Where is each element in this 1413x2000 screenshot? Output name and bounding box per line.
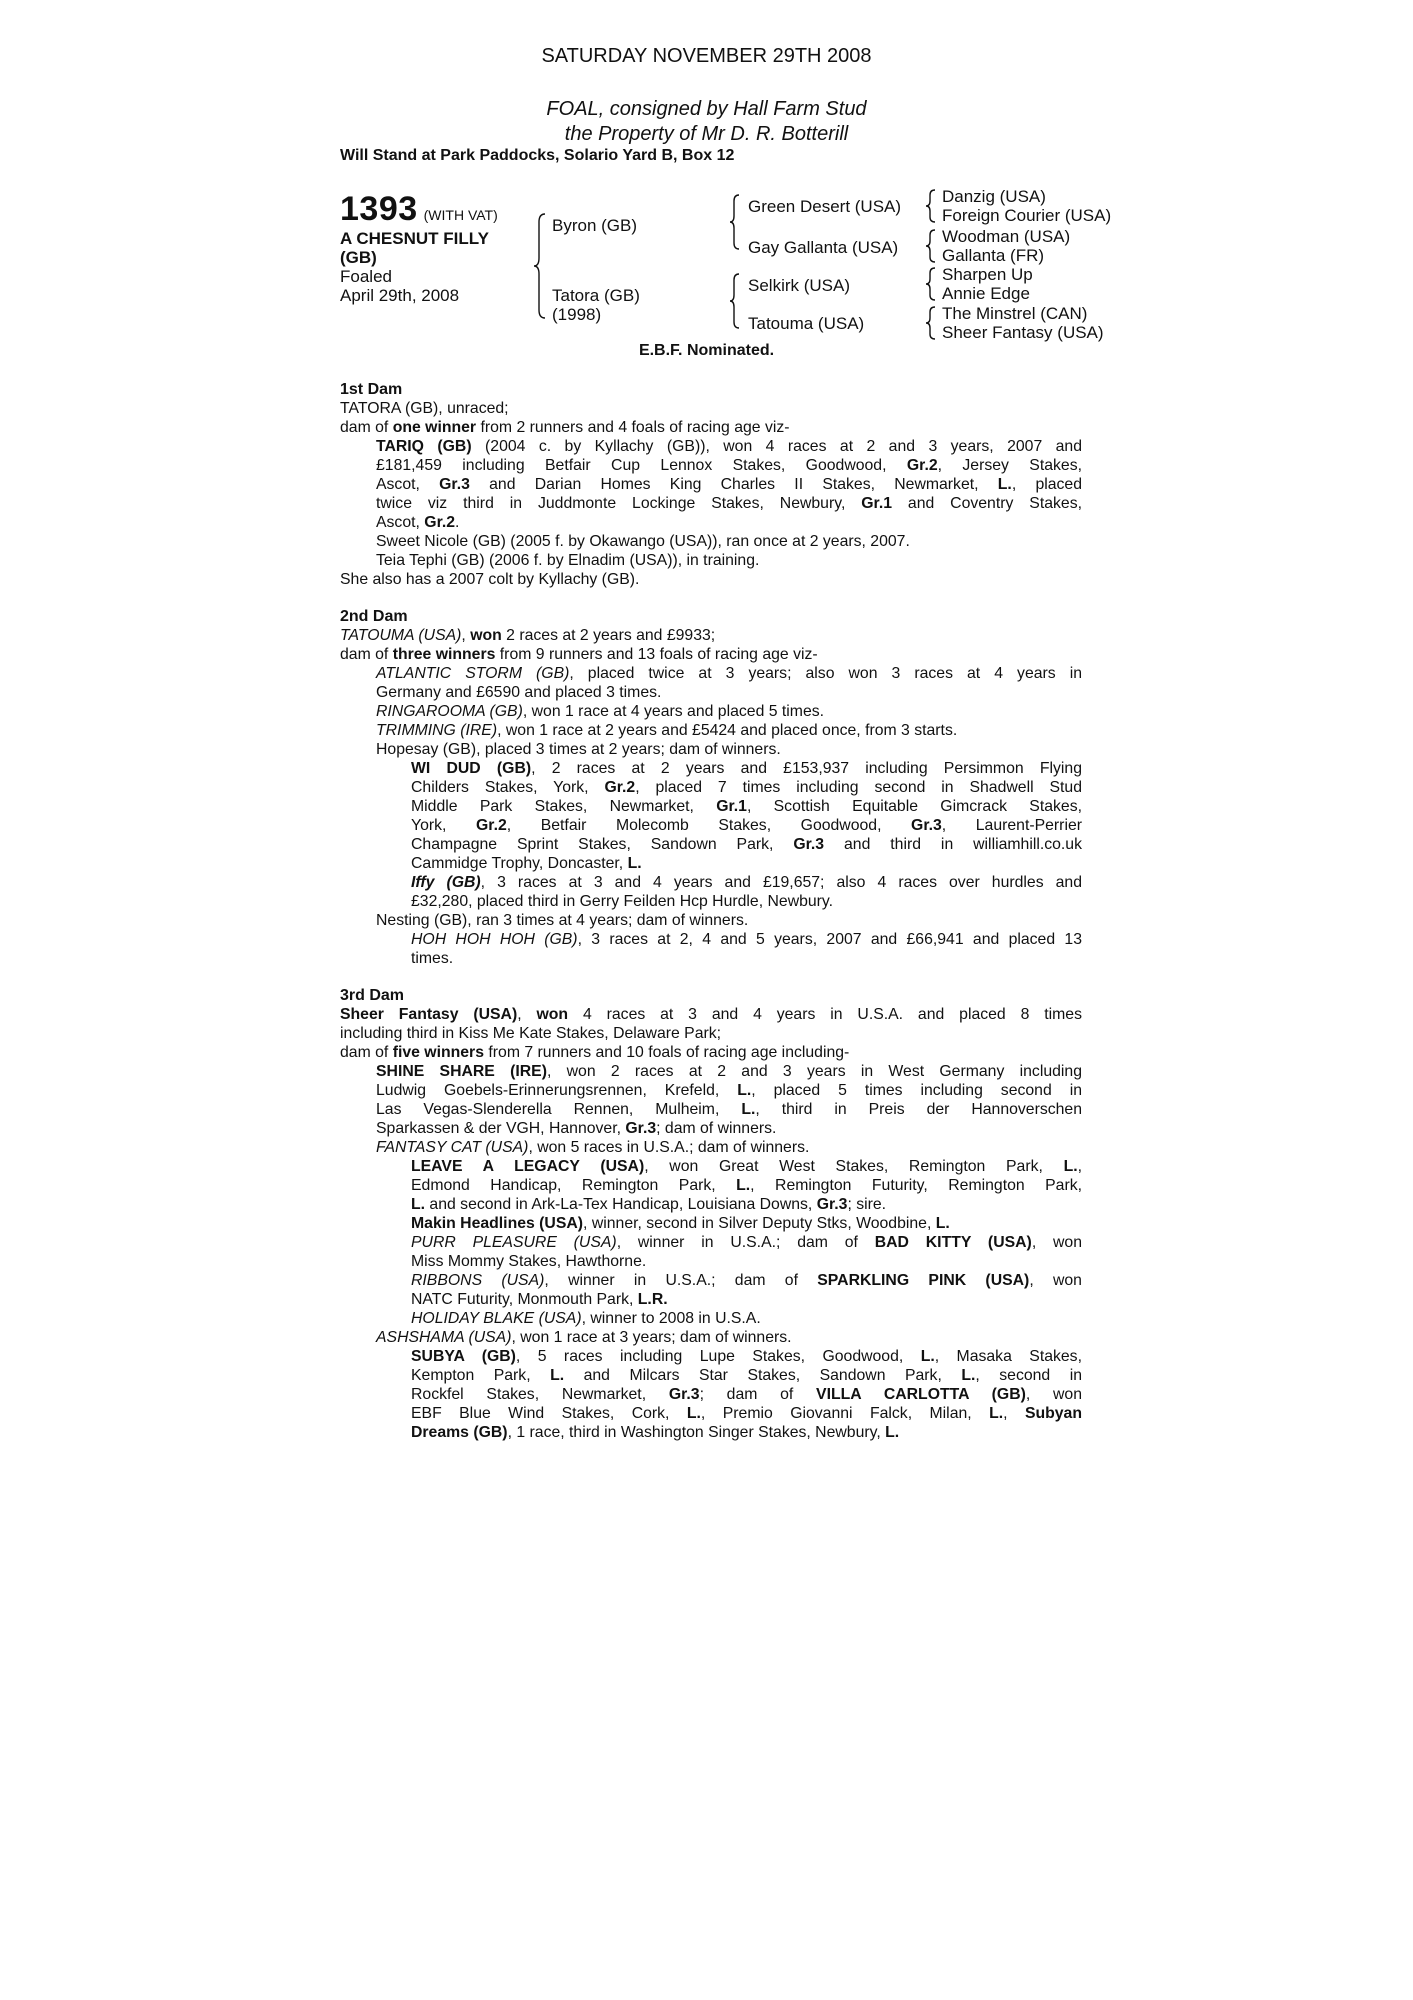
produce-entry-ashshama: ASHSHAMA (USA), won 1 race at 3 years; dam of winners. [376,1329,792,1346]
second-dam-heading: 2nd Dam [340,608,408,625]
produce-entry-atlantic-storm: ATLANTIC STORM (GB), placed twice at 3 years; also won 3 races at 4 years in Germany and £6590 and placed 3 times. [376,665,1083,701]
pedigree-brace-sire [729,193,741,251]
pedigree-brace-gs4 [925,305,937,341]
pedigree-sire: Byron (GB) [552,216,638,235]
pedigree-sds: Woodman (USA) [942,227,1071,246]
pedigree-dds: The Minstrel (CAN) [942,304,1088,323]
ebf-nominated: E.B.F. Nominated. [638,342,775,359]
foaled-date: April 29th, 2008 [340,286,460,305]
first-dam-name: TATORA (GB), unraced; [340,400,509,417]
first-dam-heading: 1st Dam [340,381,403,398]
third-dam-heading: 3rd Dam [340,987,405,1004]
produce-entry-subya: SUBYA (GB), 5 races including Lupe Stakes, Goodwood, L., Masaka Stakes, Kempton Park, L. and Milcars Star Stakes, Sandown Park, L., second in Rockfel Stakes, Newmarket, Gr.3; dam of VILLA CARLOTTA (GB), won EBF Blue Wind Stakes, Cork, L., Premio Giovanni Falck, Milan, L., Subyan Dreams (GB), 1 race, third in Washington Singer Stakes, Newbury, L. [411,1348,1082,1441]
third-dam-produce-summary: dam of five winners from 7 runners and 10 foals of racing age including- [340,1044,850,1061]
produce-entry-iffy: Iffy (GB), 3 races at 3 and 4 years and £19,657; also 4 races over hurdles and £32,280, placed third in Gerry Feilden Hcp Hurdle, Newbury. [411,874,1082,910]
sale-date: SATURDAY NOVEMBER 29TH 2008 [541,45,872,67]
pedigree-brace-gs1 [925,188,937,224]
produce-entry-teia-tephi: Teia Tephi (GB) (2006 f. by Elnadim (USA)), in training. [376,552,760,569]
pedigree-sss: Danzig (USA) [942,187,1046,206]
lot-description-line2: (GB) [340,248,377,267]
produce-entry-2007-colt: She also has a 2007 colt by Kyllachy (GB). [340,571,640,588]
produce-entry-tariq: TARIQ (GB) (2004 c. by Kyllachy (GB)), won 4 races at 2 and 3 years, 2007 and £181,459 including Betfair Cup Lennox Stakes, Goodwood, Gr.2, Jersey Stakes, Ascot, Gr.3 and Darian Homes King Charles II Stakes, Newmarket, L., placed twice viz third in Juddmonte Lockinge Stakes, Newbury, Gr.1 and Coventry Stakes, Ascot, Gr.2. [376,438,1082,531]
pedigree-ddd: Sheer Fantasy (USA) [942,323,1104,342]
pedigree-dam-dam: Tatouma (USA) [748,314,865,333]
pedigree-ssd: Foreign Courier (USA) [942,206,1112,225]
foaled-label: Foaled [340,267,392,286]
pedigree-sire-dam: Gay Gallanta (USA) [748,238,899,257]
produce-entry-sweet-nicole: Sweet Nicole (GB) (2005 f. by Okawango (USA)), ran once at 2 years, 2007. [376,533,910,550]
pedigree-brace-main [533,212,547,320]
pedigree-brace-gs3 [925,266,937,302]
produce-entry-fantasy-cat: FANTASY CAT (USA), won 5 races in U.S.A.; dam of winners. [376,1139,810,1156]
pedigree-brace-gs2 [925,228,937,264]
pedigree-dam: Tatora (GB) [552,286,640,305]
produce-entry-hoh-hoh-hoh: HOH HOH HOH (GB), 3 races at 2, 4 and 5 years, 2007 and £66,941 and placed 13 times. [411,931,1082,967]
produce-entry-nesting: Nesting (GB), ran 3 times at 4 years; dam of winners. [376,912,749,929]
stand-location: Will Stand at Park Paddocks, Solario Yard B, Box 12 [340,147,735,164]
third-dam-name: Sheer Fantasy (USA), won 4 races at 3 and 4 years in U.S.A. and placed 8 times including third in Kiss Me Kate Stakes, Delaware Park; [340,1006,1082,1042]
pedigree-brace-dam [729,272,741,330]
produce-entry-shine-share: SHINE SHARE (IRE), won 2 races at 2 and 3 years in West Germany including Ludwig Goebels-Erinnerungsrennen, Krefeld, L., placed 5 times including second in Las Vegas-Slenderella Rennen, Mulheim, L., third in Preis der Hannoverschen Sparkassen & der VGH, Hannover, Gr.3; dam of winners. [376,1063,1082,1137]
lot-description-line1: A CHESNUT FILLY [340,229,489,248]
vat-note: (WITH VAT) [423,207,498,223]
second-dam-produce-summary: dam of three winners from 9 runners and 13 foals of racing age viz- [340,646,818,663]
produce-entry-ringarooma: RINGAROOMA (GB), won 1 race at 4 years and placed 5 times. [376,703,825,720]
lot-number-value: 1393 [340,190,418,228]
pedigree-sdd: Gallanta (FR) [942,246,1045,265]
produce-entry-ribbons: RIBBONS (USA), winner in U.S.A.; dam of SPARKLING PINK (USA), won NATC Futurity, Monmouth Park, L.R. [411,1272,1082,1308]
produce-entry-leave-a-legacy: LEAVE A LEGACY (USA), won Great West Stakes, Remington Park, L., Edmond Handicap, Remington Park, L., Remington Futurity, Remington Park, L. and second in Ark-La-Tex Handicap, Louisiana Downs, Gr.3; sire. [411,1158,1082,1213]
property-line: the Property of Mr D. R. Botterill [564,123,849,145]
pedigree-dss: Sharpen Up [942,265,1033,284]
first-dam-produce-summary: dam of one winner from 2 runners and 4 foals of racing age viz- [340,419,790,436]
pedigree-dam-sire: Selkirk (USA) [748,276,851,295]
pedigree-dam-year: (1998) [552,305,602,324]
produce-entry-holiday-blake: HOLIDAY BLAKE (USA), winner to 2008 in U.S.A. [411,1310,761,1327]
produce-entry-wi-dud: WI DUD (GB), 2 races at 2 years and £153,937 including Persimmon Flying Childers Stakes, York, Gr.2, placed 7 times including second in Shadwell Stud Middle Park Stakes, Newmarket, Gr.1, Scottish Equitable Gimcrack Stakes, York, Gr.2, Betfair Molecomb Stakes, Goodwood, Gr.3, Laurent-Perrier Champagne Sprint Stakes, Sandown Park, Gr.3 and third in williamhill.co.uk Cammidge Trophy, Doncaster, L. [411,760,1082,872]
pedigree-sire-sire: Green Desert (USA) [748,197,902,216]
consignor-line: FOAL, consigned by Hall Farm Stud [546,98,867,120]
produce-entry-hopesay: Hopesay (GB), placed 3 times at 2 years; dam of winners. [376,741,781,758]
pedigree-dsd: Annie Edge [942,284,1030,303]
produce-entry-trimming: TRIMMING (IRE), won 1 race at 2 years and £5424 and placed once, from 3 starts. [376,722,958,739]
produce-entry-makin-headlines: Makin Headlines (USA), winner, second in Silver Deputy Stks, Woodbine, L. [411,1215,950,1232]
dam-sections [340,380,1082,1442]
second-dam-name: TATOUMA (USA), won 2 races at 2 years and £9933; [340,627,716,644]
lot-number [340,190,498,229]
produce-entry-purr-pleasure: PURR PLEASURE (USA), winner in U.S.A.; dam of BAD KITTY (USA), won Miss Mommy Stakes, Hawthorne. [411,1234,1082,1270]
